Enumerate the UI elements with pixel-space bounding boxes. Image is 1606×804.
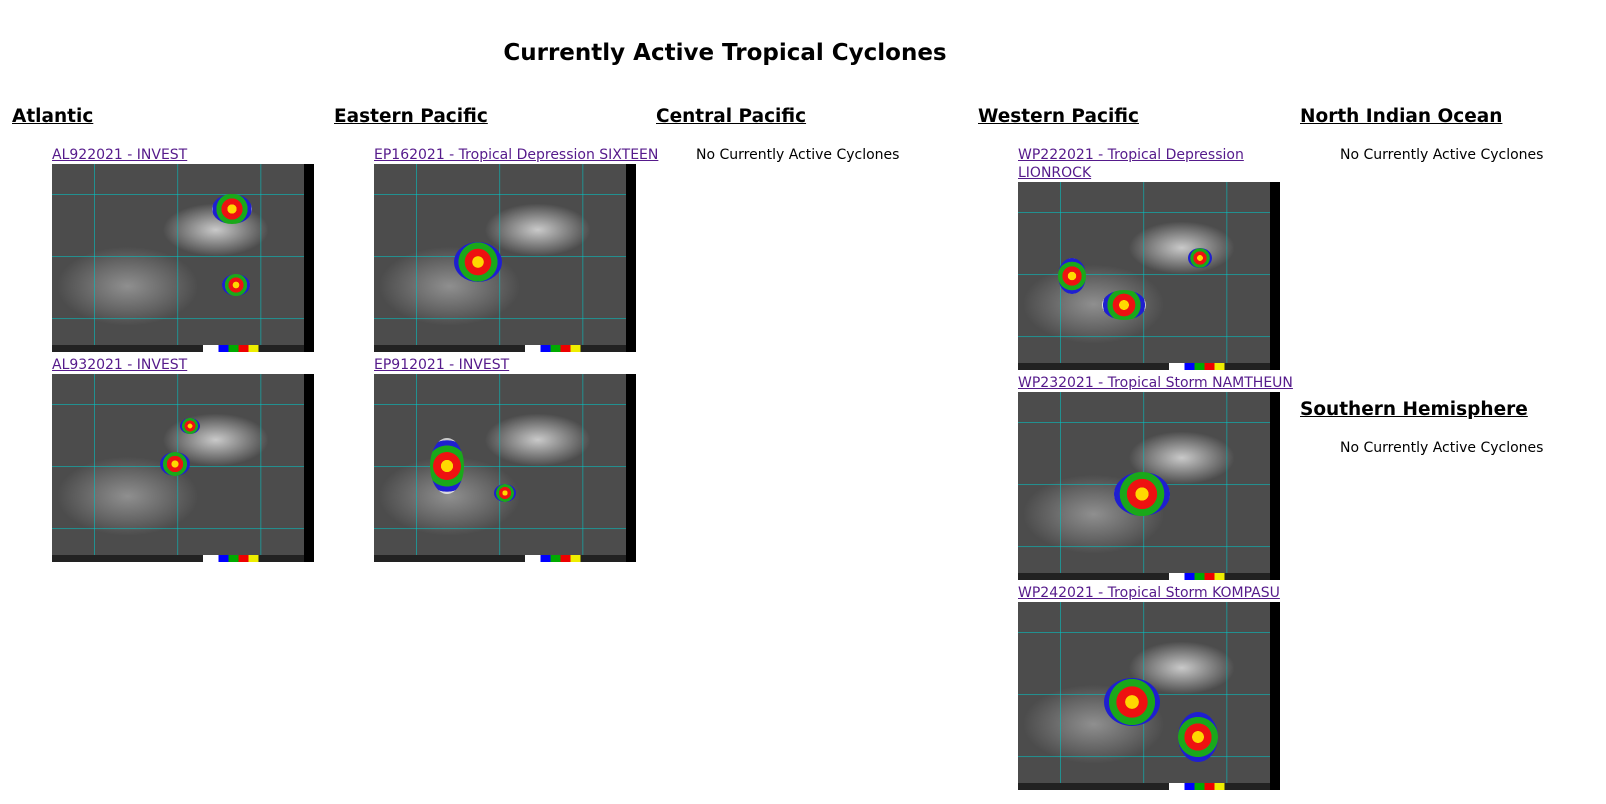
storm-cloud-core bbox=[1104, 678, 1160, 726]
region-title-atlantic: Atlantic bbox=[12, 106, 94, 127]
storm-cloud-core bbox=[180, 418, 200, 434]
storm-cloud-core bbox=[494, 484, 516, 502]
region-central-pacific bbox=[656, 104, 976, 164]
satellite-image-wp222021[interactable] bbox=[1018, 182, 1280, 370]
satellite-image-al932021[interactable] bbox=[52, 374, 314, 562]
no-active-cyclones-text: No Currently Active Cyclones bbox=[696, 147, 900, 163]
storm-cloud-core bbox=[212, 194, 252, 224]
storm-link-wp222021[interactable]: WP222021 - Tropical Depression LIONROCK bbox=[1018, 147, 1244, 181]
storm-entry bbox=[374, 146, 659, 352]
storm-link-al932021[interactable]: AL932021 - INVEST bbox=[52, 357, 188, 373]
region-title-eastern-pacific: Eastern Pacific bbox=[334, 106, 488, 127]
satellite-image-al922021[interactable] bbox=[52, 164, 314, 352]
region-western-pacific bbox=[978, 104, 1298, 794]
region-title-southern-hemisphere: Southern Hemisphere bbox=[1300, 399, 1528, 420]
color-scale-strip bbox=[1018, 573, 1270, 580]
storm-cloud-core bbox=[222, 274, 250, 296]
storm-list-western-pacific bbox=[1018, 146, 1298, 790]
storm-link-wp242021[interactable]: WP242021 - Tropical Storm KOMPASU bbox=[1018, 585, 1280, 601]
storm-link-wp232021[interactable]: WP232021 - Tropical Storm NAMTHEUN bbox=[1018, 375, 1293, 391]
color-scale-strip bbox=[1018, 363, 1270, 370]
region-atlantic bbox=[12, 104, 332, 566]
region-southern-hemisphere bbox=[1300, 397, 1600, 457]
storm-cloud-core bbox=[1114, 472, 1170, 516]
storm-cloud-core bbox=[1058, 258, 1086, 294]
storm-link-ep162021[interactable]: EP162021 - Tropical Depression SIXTEEN bbox=[374, 147, 659, 163]
storm-link-ep912021[interactable]: EP912021 - INVEST bbox=[374, 357, 510, 373]
storm-cloud-core bbox=[1178, 712, 1218, 762]
color-scale-strip bbox=[52, 555, 304, 562]
color-scale-strip bbox=[374, 345, 626, 352]
satellite-image-ep162021[interactable] bbox=[374, 164, 636, 352]
no-active-cyclones-text: No Currently Active Cyclones bbox=[1340, 147, 1544, 163]
storm-cloud-core bbox=[430, 438, 464, 494]
storm-entry bbox=[52, 146, 332, 352]
page-title: Currently Active Tropical Cyclones bbox=[503, 40, 947, 66]
storm-list-eastern-pacific bbox=[374, 146, 659, 562]
storm-cloud-core bbox=[160, 452, 190, 476]
storm-link-al922021[interactable]: AL922021 - INVEST bbox=[52, 147, 188, 163]
satellite-image-ep912021[interactable] bbox=[374, 374, 636, 562]
satellite-image-wp232021[interactable] bbox=[1018, 392, 1280, 580]
storm-cloud-core bbox=[1102, 290, 1146, 320]
satellite-image-wp242021[interactable] bbox=[1018, 602, 1280, 790]
region-title-western-pacific: Western Pacific bbox=[978, 106, 1139, 127]
region-title-central-pacific: Central Pacific bbox=[656, 106, 807, 127]
no-active-cyclones-text: No Currently Active Cyclones bbox=[1340, 440, 1544, 456]
color-scale-strip bbox=[374, 555, 626, 562]
region-north-indian-ocean bbox=[1300, 104, 1600, 164]
storm-entry bbox=[1018, 584, 1298, 790]
region-title-north-indian-ocean: North Indian Ocean bbox=[1300, 106, 1503, 127]
color-scale-strip bbox=[52, 345, 304, 352]
storm-entry bbox=[374, 356, 654, 562]
storm-entry bbox=[1018, 374, 1298, 580]
storm-cloud-core bbox=[1188, 248, 1212, 268]
region-eastern-pacific bbox=[334, 104, 659, 566]
storm-cloud-core bbox=[454, 242, 502, 282]
storm-list-atlantic bbox=[52, 146, 332, 562]
color-scale-strip bbox=[1018, 783, 1270, 790]
storm-entry bbox=[52, 356, 332, 562]
storm-entry bbox=[1018, 146, 1298, 370]
